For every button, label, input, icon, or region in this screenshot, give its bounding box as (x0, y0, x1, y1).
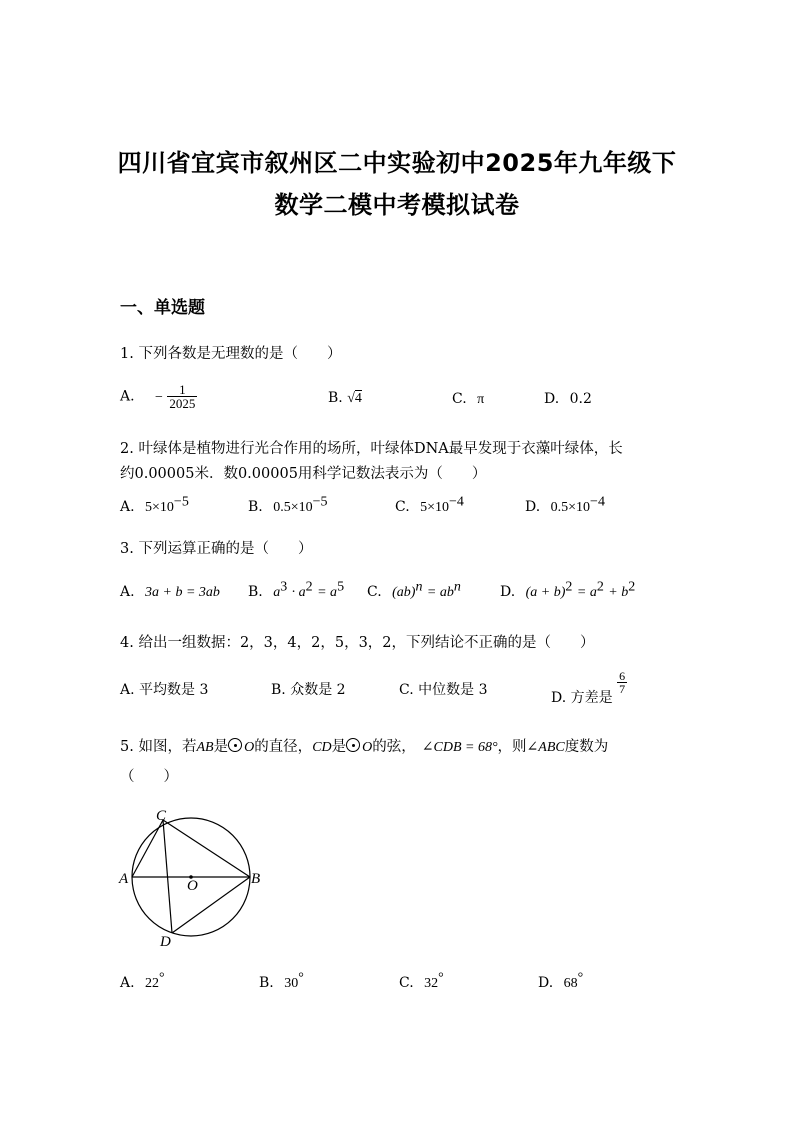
label-d: D (160, 934, 171, 950)
q1-option-c[interactable]: C. π (452, 391, 485, 407)
q3-option-c[interactable]: C. $(ab)^n = ab^n$ (367, 579, 461, 600)
q2-stem-line-2: 约0.00005米．数0.00005用科学记数法表示为（ ） (120, 466, 487, 482)
q1-option-d[interactable]: D. 0.2 (544, 391, 592, 407)
q2-option-a[interactable]: A. $5\times 10^{-5}$ (120, 494, 189, 515)
q5-option-d[interactable]: D. 68° (538, 970, 584, 991)
q4-option-a[interactable]: A. 平均数是 3 (120, 682, 209, 698)
q3-option-b[interactable]: B. $a^3 \cdot a^2 = a^5$ (248, 579, 345, 600)
q5-paren: （ ） (120, 769, 178, 785)
q4-option-b[interactable]: B. 众数是 2 (271, 682, 346, 698)
q4-option-c[interactable]: C. 中位数是 3 (399, 682, 488, 698)
q3-stem: 3. 下列运算正确的是（ ） (120, 541, 313, 557)
label-b: B (251, 871, 261, 887)
q3-option-d[interactable]: D. $(a + b)^2 = a^2 + b^2$ (500, 579, 636, 600)
segment-db (172, 877, 250, 933)
q4-option-d[interactable]: D. 方差是 $\frac{6}{7}$ (551, 669, 626, 706)
q2-option-b[interactable]: B. $0.5\times 10^{-5}$ (248, 494, 328, 515)
circle-dot-icon (346, 738, 360, 752)
fraction: $\frac{1}{2025}$ (169, 382, 196, 411)
label-a: A (119, 871, 129, 887)
q5-stem: 5. 如图，若AB是 O的直径，CD是 O的弦， ∠CDB = 68°，则∠ABC度数为 (120, 739, 609, 755)
circle-dot-icon (228, 738, 242, 752)
segment-cb (163, 820, 250, 877)
fraction: $\frac{6}{7}$ (619, 669, 626, 696)
title-line-2: 数学二模中考模拟试卷 (274, 191, 520, 219)
q5-option-b[interactable]: B. 30° (259, 970, 304, 991)
geometry-figure (115, 808, 275, 950)
q2-option-c[interactable]: C. $5\times 10^{-4}$ (395, 494, 464, 515)
sqrt-icon: √ (347, 391, 355, 406)
title-line-1: 四川省宜宾市叙州区二中实验初中2025年九年级下 (117, 149, 677, 177)
label-o: O (187, 878, 198, 894)
q1-option-a[interactable]: A. − $\frac{1}{2025}$ (120, 382, 196, 411)
q1-option-b[interactable]: B. √4 (328, 390, 362, 406)
q2-stem-line-1: 2. 叶绿体是植物进行光合作用的场所，叶绿体DNA最早发现于衣藻叶绿体，长 (120, 441, 623, 457)
q4-stem: 4. 给出一组数据：2，3，4，2，5，3，2，下列结论不正确的是（ ） (120, 635, 595, 651)
q5-option-a[interactable]: A. 22° (120, 970, 165, 991)
q1-stem: 1. 下列各数是无理数的是（ ） (120, 346, 342, 362)
q3-option-a[interactable]: A. 3a + b = 3ab (120, 584, 220, 600)
q5-option-c[interactable]: C. 32° (399, 970, 444, 991)
label-c: C (156, 808, 167, 824)
q2-option-d[interactable]: D. $0.5\times 10^{-4}$ (525, 494, 605, 515)
segment-ac (132, 820, 163, 877)
section-heading: 一、单选题 (120, 298, 205, 318)
